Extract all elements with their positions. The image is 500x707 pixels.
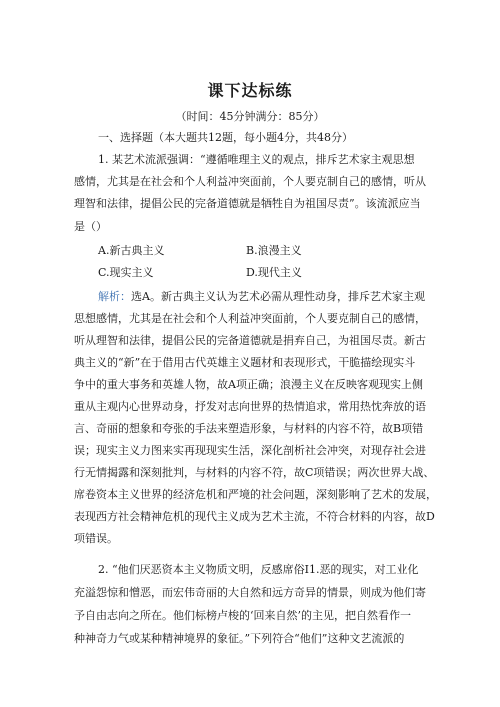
page-title: 课下达标练 bbox=[207, 81, 293, 100]
q1-line-3: 理智和法律，提倡公民的完备道德就是牺牲自为祖国尽责”。该流派应当 bbox=[74, 197, 421, 210]
q1-analysis-line-9: 行无情揭露和深刻批判，与材料的内容不符，故C项错误；两次世界大战、 bbox=[74, 466, 435, 479]
q1-line-1: 1. 某艺术流派强调：“遵循唯理主义的观点，排斥艺术家主观思想 bbox=[98, 153, 415, 166]
q2-line-2: 充溢怨惊和憎恶，而宏伟奇丽的大自然和远方奇异的情景，则成为他们寄 bbox=[74, 586, 426, 599]
q1-line-4: 是（） bbox=[74, 220, 107, 233]
q1-analysis-line-11: 表现西方社会精神危机的现代主义成为艺术主流，不符合材料的内容，故D bbox=[74, 510, 435, 523]
q1-line-2: 感情，尤其是在社会和个人利益冲突面前，个人要克制自己的感情，听从 bbox=[74, 175, 426, 188]
q1-analysis-line-3: 听从理智和法律，提倡公民的完备道德就是捐弃自己，为祖国尽责。新古 bbox=[74, 334, 426, 347]
analysis-text: 选A。新古典主义认为艺术必需从理性动身，排斥艺术家主观 bbox=[131, 290, 425, 303]
q1-option-a: A.新古典主义 bbox=[98, 244, 165, 257]
q1-option-b: B.浪漫主义 bbox=[246, 244, 302, 257]
q1-analysis-line-1 bbox=[98, 290, 458, 304]
q1-analysis-line-8: 误；现实主义力图来实再现现实生活，深化剖析社会冲突，对现存社会进 bbox=[74, 444, 426, 457]
q1-option-d: D.现代主义 bbox=[246, 266, 302, 279]
q1-option-c: C.现实主义 bbox=[98, 266, 154, 279]
q1-analysis-line-6: 重从主观内心世界动身，抒发对志向世界的热情追求，常用热忱奔放的语 bbox=[74, 400, 426, 413]
q2-line-1: 2. “他们厌恶资本主义物质文明，反感席俗I1.恶的现实，对工业化 bbox=[98, 563, 419, 576]
q2-line-3: 予自由志向之所在。他们标榜卢梭的‘回来自然’的主见，把自然看作一 bbox=[74, 609, 411, 622]
q1-analysis-line-10: 席卷资本主义世界的经济危机和严境的社会问题，深刻影响了艺术的发展， bbox=[74, 488, 437, 501]
q1-analysis-line-5: 争中的重大事务和英雄人物，故A项正确；浪漫主义在反映客观现实上侧 bbox=[74, 378, 423, 391]
q2-line-4: 种神奇力气或某种精神境界的象征。”下列符合“他们”这种文艺流派的 bbox=[74, 632, 405, 645]
section-heading: 一、选择题（本大题共12题，每小题4分，共48分） bbox=[98, 131, 353, 144]
q1-analysis-line-7: 言、奇丽的想象和夸张的手法来塑造形象，与材料的内容不符，故B项错 bbox=[74, 422, 424, 435]
q1-analysis-line-12: 项错误。 bbox=[74, 532, 118, 545]
exam-meta: （时间：45分钟满分：85分） bbox=[175, 110, 325, 123]
q1-analysis-line-2: 思想感情，尤其是在社会和个人利益冲突面前，个人要克制自己的感情， bbox=[74, 312, 426, 325]
analysis-label: 解析： bbox=[98, 290, 131, 303]
q1-analysis-line-4: 典主义的“新”在于借用古代英雄主义题材和表现形式，干脆描绘现实斗 bbox=[74, 356, 416, 369]
